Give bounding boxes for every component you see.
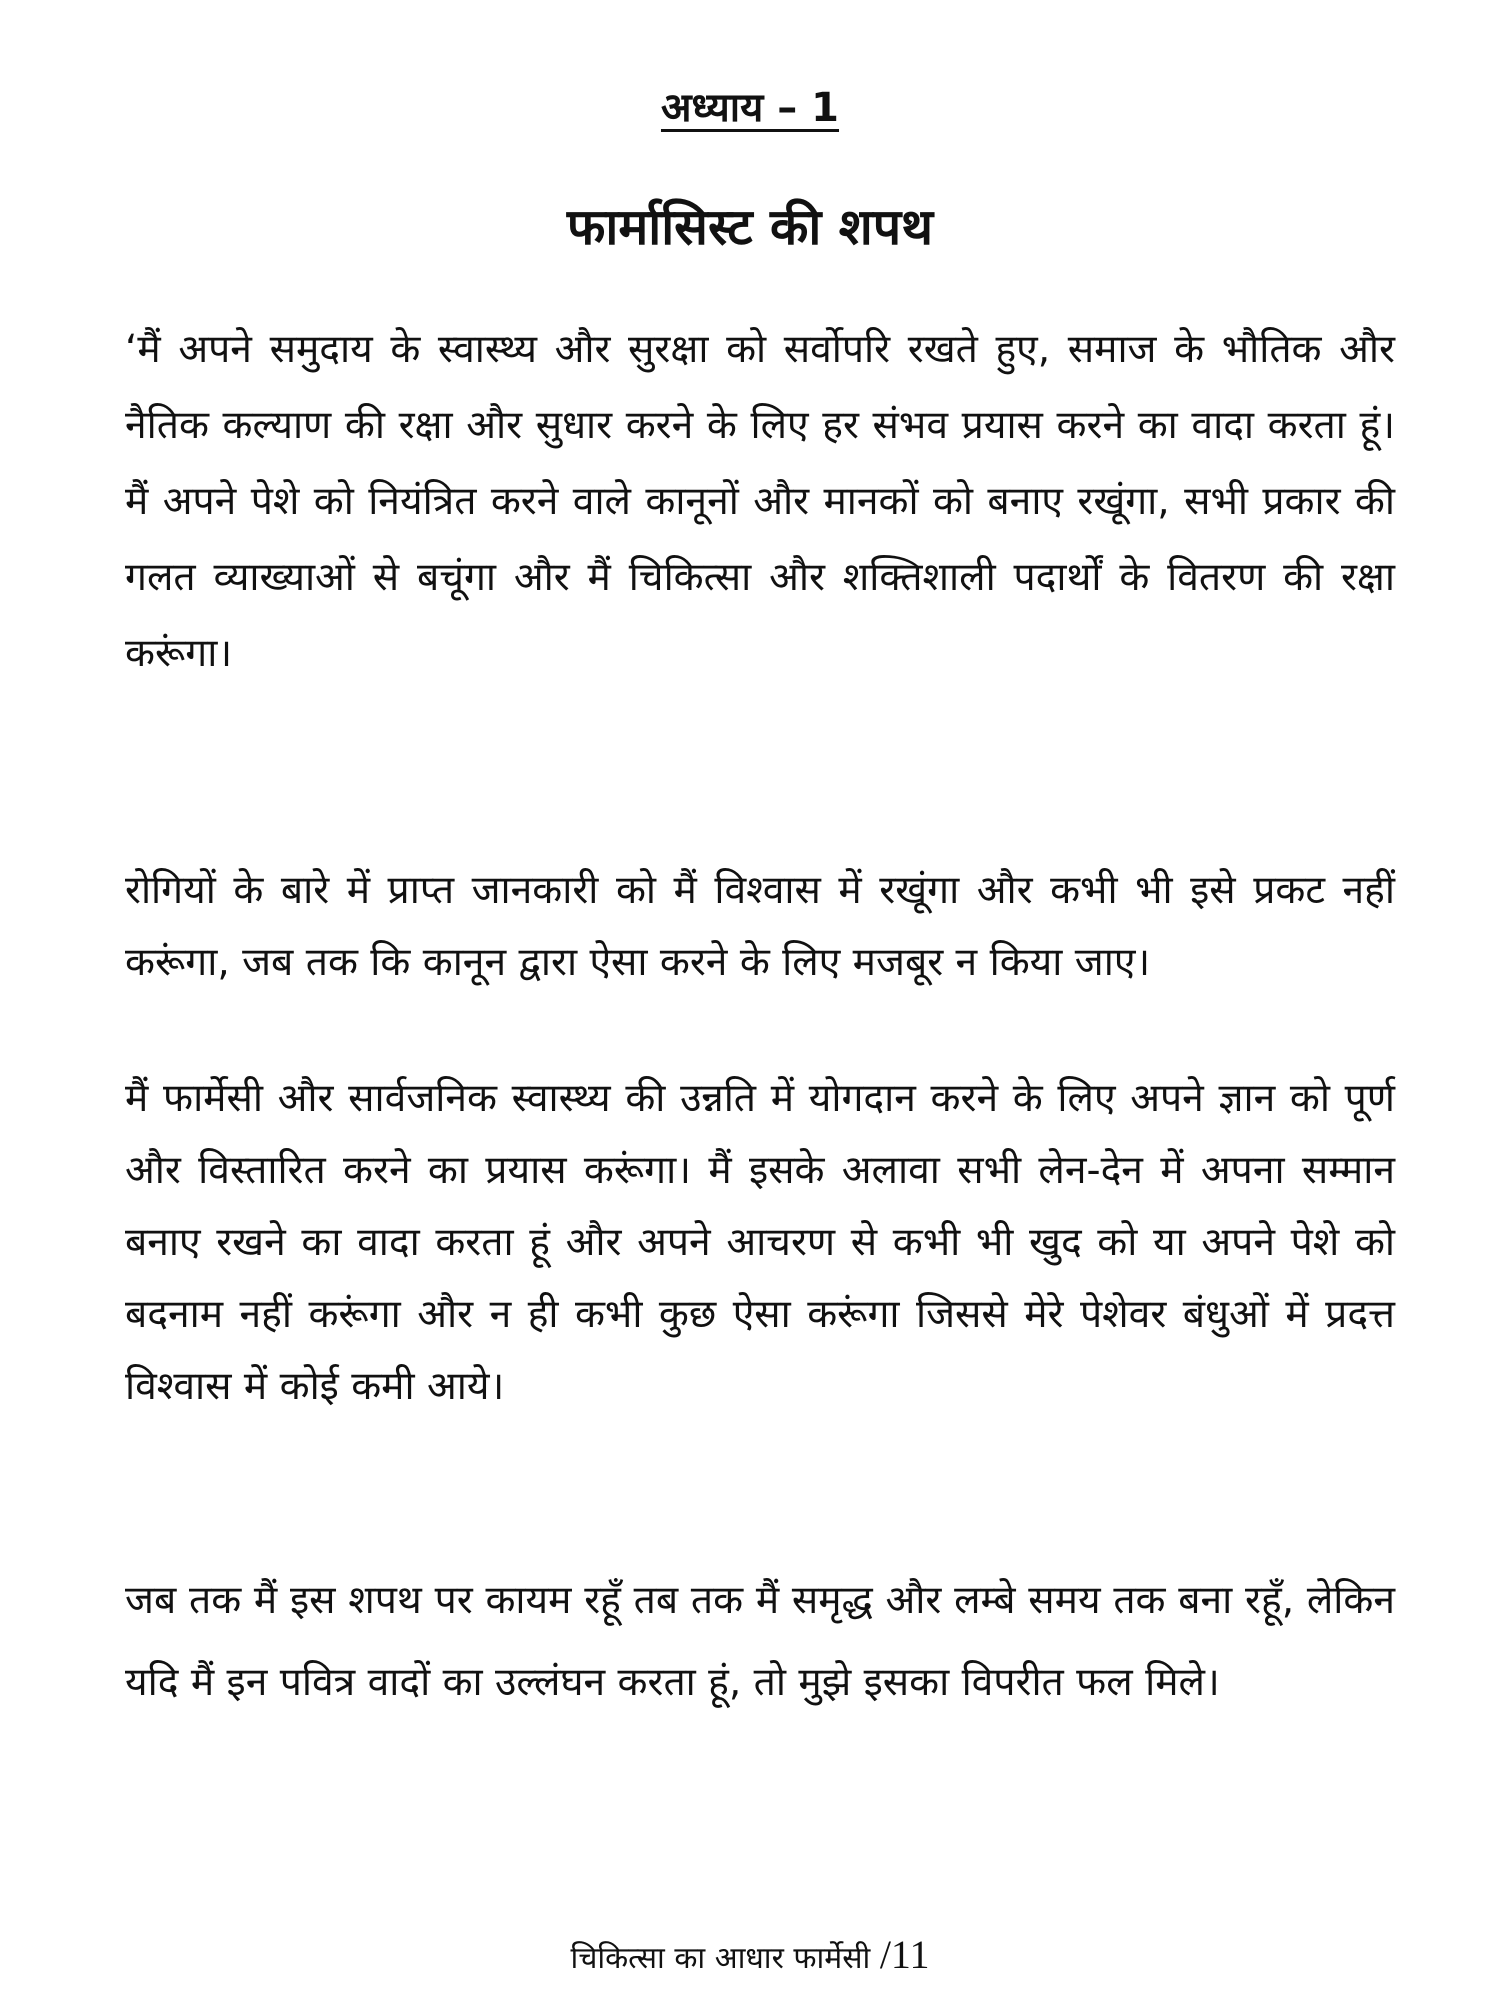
footer-book-title: चिकित्सा का आधार फार्मेसी xyxy=(570,1941,871,1976)
footer-page-number: /11 xyxy=(879,1932,930,1977)
oath-paragraph-3: मैं फार्मेसी और सार्वजनिक स्वास्थ्य की उन्नति में योगदान करने के लिए अपने ज्ञान को पूर्ण और विस्तारित करने का प्रयास करूंगा। मैं इसके अलावा सभी लेन-देन में अपना सम्मान बनाए रखने का वादा करता हूं और अपने आचरण से कभी भी खुद को या अपने पेशे को बदनाम नहीं करूंगा और न ही कभी कुछ ऐसा करूंगा जिससे मेरे पेशेवर बंधुओं में प्रदत्त विश्वास में कोई कमी आये। xyxy=(125,1076,1395,1409)
page-title: फार्मासिस्ट की शपथ xyxy=(566,198,934,256)
chapter-label-text: अध्याय – 1 xyxy=(660,85,840,131)
oath-paragraph-4: जब तक मैं इस शपथ पर कायम रहूँ तब तक मैं समृद्ध और लम्बे समय तक बना रहूँ, लेकिन यदि मैं इन पवित्र वादों का उल्लंघन करता हूं, तो मुझे इसका विपरीत फल मिले। xyxy=(125,1578,1395,1705)
chapter-label xyxy=(0,78,1500,138)
oath-paragraph-1: ‘मैं अपने समुदाय के स्वास्थ्य और सुरक्षा को सर्वोपरि रखते हुए, समाज के भौतिक और नैतिक कल्याण की रक्षा और सुधार करने के लिए हर संभव प्रयास करने का वादा करता हूं। मैं अपने पेशे को नियंत्रित करने वाले कानूनों और मानकों को बनाए रखूंगा, सभी प्रकार की गलत व्याख्याओं से बचूंगा और मैं चिकित्सा और शक्तिशाली पदार्थों के वितरण की रक्षा करूंगा। xyxy=(125,327,1395,676)
oath-paragraph-2: रोगियों के बारे में प्राप्त जानकारी को मैं विश्वास में रखूंगा और कभी भी इसे प्रकट नहीं करूंगा, जब तक कि कानून द्वारा ऐसा करने के लिए मजबूर न किया जाए। xyxy=(125,868,1395,985)
page-footer xyxy=(0,1930,1500,1984)
